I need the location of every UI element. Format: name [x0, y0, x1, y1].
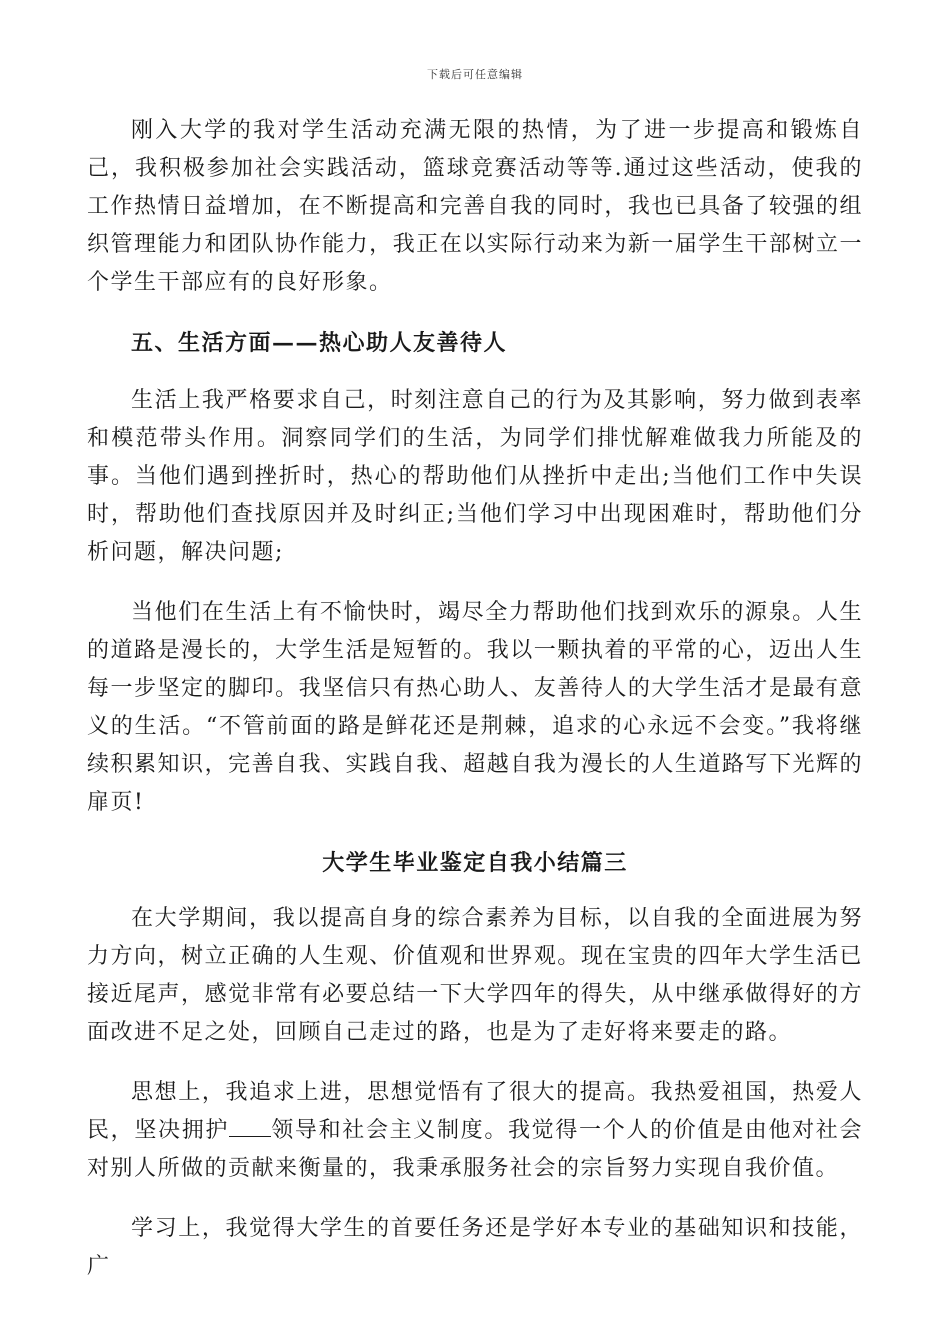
- paragraph-student-activities: 刚入大学的我对学生活动充满无限的热情，为了进一步提高和锻炼自己，我积极参加社会实践活动，篮球竞赛活动等等.通过这些活动，使我的工作热情日益增加，在不断提高和完善自我的同时，我也已具备了较强的组织管理能力和团队协作能力，我正在以实际行动来为新一届学生干部树立一个学生干部应有的良好形象。: [87, 118, 863, 295]
- paragraph-life-2: 当他们在生活上有不愉快时，竭尽全力帮助他们找到欢乐的源泉。人生的道路是漫长的，大学生活是短暂的。我以一颗执着的平常的心，迈出人生每一步坚定的脚印。我坚信只有热心助人、友善待人的大学生活才是最有意义的生活。“不管前面的路是鲜花还是荆棘，追求的心永远不会变。”我将继续积累知识，完善自我、实践自我、超越自我为漫长的人生道路写下光辉的扉页!: [87, 600, 863, 815]
- ideology-text-after: 领导和社会主义制度。我觉得一个人的价值是由他对社会对别人所做的贡献来衡量的，我秉承服务社会的宗旨努力实现自我价值。: [87, 1118, 863, 1181]
- paragraph-study: 学习上，我觉得大学生的首要任务还是学好本专业的基础知识和技能，广: [87, 1216, 863, 1279]
- paragraph-intro: 在大学期间，我以提高自身的综合素养为目标，以自我的全面进展为努力方向，树立正确的人生观、价值观和世界观。现在宝贵的四年大学生活已接近尾声，感觉非常有必要总结一下大学四年的得失，从中继承做得好的方面改进不足之处，回顾自己走过的路，也是为了走好将来要走的路。: [87, 906, 863, 1045]
- blank-underline: [229, 1135, 271, 1137]
- section-title-life: 五、生活方面——热心助人友善待人: [131, 330, 508, 356]
- page-header-note: 下载后可任意编辑: [427, 68, 523, 81]
- paragraph-life-1: 生活上我严格要求自己，时刻注意自己的行为及其影响，努力做到表率和模范带头作用。洞察同学们的生活，为同学们排忧解难做我力所能及的事。当他们遇到挫折时，热心的帮助他们从挫折中走出;当他们工作中失误时，帮助他们查找原因并及时纠正;当他们学习中出现困难时，帮助他们分析问题，解决问题;: [87, 388, 863, 565]
- paragraph-ideology: [87, 1074, 863, 1188]
- article-title: 大学生毕业鉴定自我小结篇三: [322, 850, 628, 876]
- document-body: [87, 112, 863, 1308]
- ideology-text-before: 思想上，我追求上进，思想觉悟有了很大的提高。我热爱祖国，热爱人民，坚决拥护: [87, 1080, 863, 1143]
